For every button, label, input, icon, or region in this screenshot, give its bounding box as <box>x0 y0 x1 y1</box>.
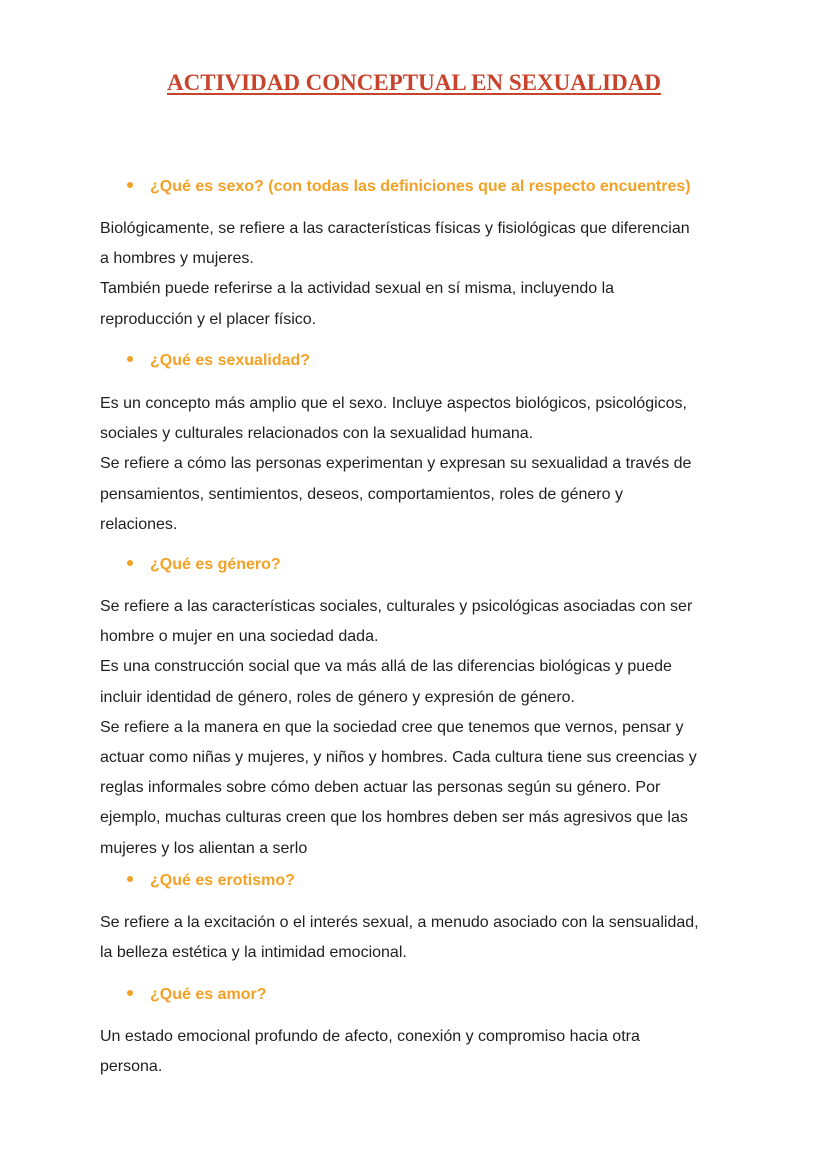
body-line: ejemplo, muchas culturas creen que los hombres deben ser más agresivos que las <box>100 809 688 827</box>
body-line: la belleza estética y la intimidad emocional. <box>100 944 407 962</box>
body-line: actuar como niñas y mujeres, y niños y hombres. Cada cultura tiene sus creencias y <box>100 748 697 766</box>
body-line: incluir identidad de género, roles de género y expresión de género. <box>100 688 575 706</box>
body-line: Es una construcción social que va más allá de las diferencias biológicas y puede <box>100 658 672 676</box>
body-line: Se refiere a la manera en que la sociedad cree que tenemos que vernos, pensar y <box>100 718 684 736</box>
section-heading <box>127 556 281 574</box>
body-line: Un estado emocional profundo de afecto, conexión y compromiso hacia otra <box>100 1028 640 1045</box>
heading-text: ¿Qué es erotismo? <box>150 872 295 889</box>
body-line: pensamientos, sentimientos, deseos, comportamientos, roles de género y <box>100 485 623 503</box>
section-body <box>100 908 699 968</box>
body-line: sociales y culturales relacionados con la sexualidad humana. <box>100 425 534 443</box>
body-line: Es un concepto más amplio que el sexo. Incluye aspectos biológicos, psicológicos, <box>100 395 687 412</box>
body-line: reproducción y el placer físico. <box>100 310 317 328</box>
section-heading <box>127 872 295 890</box>
heading-text: ¿Qué es amor? <box>150 986 267 1003</box>
section-body <box>100 214 690 335</box>
body-line: reglas informales sobre cómo deben actuar las personas según su género. Por <box>100 779 661 797</box>
body-line: relaciones. <box>100 515 178 533</box>
bullet-icon <box>127 990 133 996</box>
section-heading <box>127 352 310 370</box>
heading-text: ¿Qué es sexualidad? <box>150 352 311 369</box>
section-body <box>100 1022 640 1082</box>
section-heading <box>127 178 691 196</box>
page-title: ACTIVIDAD CONCEPTUAL EN SEXUALIDAD <box>167 70 661 95</box>
section-body <box>100 389 691 540</box>
body-line: Se refiere a la excitación o el interés sexual, a menudo asociado con la sensualidad, <box>100 914 699 931</box>
body-line: hombre o mujer en una sociedad dada. <box>100 628 379 646</box>
body-line: mujeres y los alientan a serlo <box>100 839 308 857</box>
bullet-icon <box>127 876 133 882</box>
section-heading <box>127 986 266 1004</box>
bullet-icon <box>127 560 133 566</box>
heading-text: ¿Qué es sexo? (con todas las definiciones que al respecto encuentres) <box>150 178 691 195</box>
section-body <box>100 592 697 864</box>
heading-text: ¿Qué es género? <box>150 556 281 573</box>
body-line: a hombres y mujeres. <box>100 250 254 268</box>
body-line: persona. <box>100 1058 163 1076</box>
bullet-icon <box>127 182 133 188</box>
bullet-icon <box>127 356 133 362</box>
body-line: Se refiere a cómo las personas experimentan y expresan su sexualidad a través de <box>100 455 692 473</box>
body-line: También puede referirse a la actividad sexual en sí misma, incluyendo la <box>100 280 615 298</box>
body-line: Biológicamente, se refiere a las características físicas y fisiológicas que diferencian <box>100 220 690 237</box>
body-line: Se refiere a las características sociales, culturales y psicológicas asociadas con ser <box>100 598 693 615</box>
